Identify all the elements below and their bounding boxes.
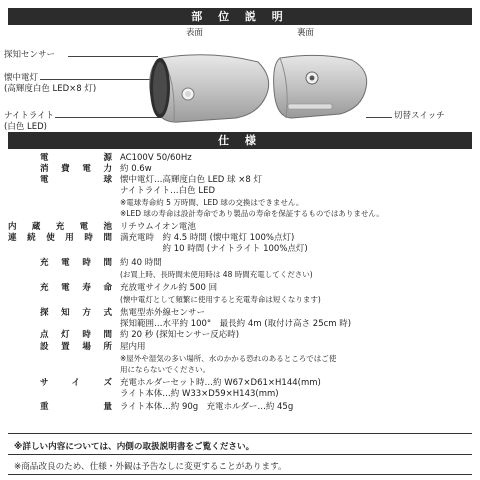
spec-key: 設置場所 — [40, 341, 112, 352]
spec-value-line: ライト本体…約 W33×D59×H143(mm) — [120, 388, 279, 399]
divider — [8, 474, 472, 475]
spec-value: 約 20 秒 (探知センサー反応時) — [120, 330, 240, 341]
spec-value-line: ナイトライト…白色 LED — [120, 186, 216, 197]
spec-value — [120, 378, 472, 400]
flashlight-label: 懐中電灯 — [4, 73, 39, 83]
spec-value-line: 懐中電灯…高輝度白色 LED 球 ×8 灯 — [120, 175, 262, 186]
spec-key: 重量 — [40, 401, 112, 412]
nightlight-label: ナイトライト — [4, 111, 55, 121]
spec-row-location — [8, 342, 472, 375]
spec-key: 探知方式 — [40, 308, 112, 319]
spec-value-line: 充放電サイクル約 500 回 — [120, 283, 218, 294]
spec-value — [120, 283, 472, 305]
sensor-label: 探知センサー — [4, 50, 56, 60]
change-footnote: ※商品改良のため、仕様・外観は予告なしに変更することがあります。 — [14, 462, 287, 472]
spec-note: ※電球寿命約 5 万時間、LED 球の交換はできません。 — [120, 198, 304, 208]
spec-value — [120, 308, 472, 330]
spec-note: (お買上時、長時間未使用時は 48 時間充電してください) — [120, 269, 313, 279]
spec-note: ※屋外や湿気の多い場所、水のかかる恐れのあるところではご使 — [120, 353, 337, 363]
parts-section-header: 部 位 説 明 — [8, 8, 472, 25]
back-view-label: 裏面 — [297, 28, 315, 38]
spec-key: 内蔵充電池 — [8, 221, 112, 232]
spec-value: リチウムイオン電池 — [120, 221, 196, 232]
spec-value — [120, 175, 472, 219]
flashlight-leader-line — [40, 79, 152, 80]
spec-value: ライト本体…約 90g 充電ホルダー…約 45g — [120, 401, 294, 412]
spec-key: 充電寿命 — [40, 283, 112, 294]
spec-row-light-time — [8, 330, 472, 341]
spec-value: 約 0.6w — [120, 164, 152, 175]
spec-row-charge-time — [8, 258, 472, 280]
spec-key: 充電時間 — [40, 257, 112, 268]
spec-value-line: 焦電型赤外線センサー — [120, 308, 206, 319]
spec-value-line: 約 10 時間 (ナイトライト 100%点灯) — [120, 243, 308, 254]
spec-value-line: 満充電時 約 4.5 時間 (懐中電灯 100%点灯) — [120, 232, 295, 243]
spec-row-consumption — [8, 164, 472, 175]
spec-key: 電源 — [40, 153, 112, 163]
spec-value-line: 屋内用 — [120, 341, 146, 352]
spec-section-header: 仕 様 — [8, 132, 472, 149]
light-back-illustration — [266, 48, 372, 124]
spec-note: ※LED 球の寿命は設計寿命であり製品の寿命を保証するものではありません。 — [120, 209, 384, 219]
spec-row-charge-life — [8, 283, 472, 305]
spec-row-battery — [8, 222, 472, 233]
spec-value: AC100V 50/60Hz — [120, 153, 192, 163]
light-front-illustration — [140, 44, 276, 128]
flashlight-detail-label: (高輝度白色 LED×8 灯) — [4, 84, 97, 94]
spec-row-usage-time — [8, 233, 472, 255]
spec-row-power — [8, 153, 472, 164]
spec-note: (懐中電灯として頻繁に使用すると充電寿命は短くなります) — [120, 295, 321, 305]
spec-value — [120, 342, 472, 375]
spec-table — [8, 153, 472, 413]
spec-key: サイズ — [40, 377, 112, 388]
manual-footnote: ※詳しい内容については、内側の取扱説明書をご覧ください。 — [14, 442, 255, 452]
nightlight-detail-label: (白色 LED) — [4, 122, 47, 132]
spec-row-size — [8, 378, 472, 400]
divider — [8, 454, 472, 455]
front-view-label: 表面 — [186, 28, 204, 38]
spec-value-line: 約 40 時間 — [120, 257, 162, 268]
divider — [8, 433, 472, 434]
spec-row-detection — [8, 308, 472, 330]
switch-label: 切替スイッチ — [394, 111, 445, 121]
spec-row-bulb — [8, 175, 472, 219]
spec-value-line: 充電ホルダーセット時…約 W67×D61×H144(mm) — [120, 377, 321, 388]
spec-value-line: 探知範囲…水平約 100° 最長約 4m (取付け高さ 25cm 時) — [120, 319, 352, 330]
spec-value — [120, 258, 472, 280]
spec-key: 点灯時間 — [40, 330, 112, 341]
spec-row-weight — [8, 402, 472, 413]
spec-note: 用にならないでください。 — [120, 364, 210, 374]
spec-key: 消費電力 — [40, 164, 112, 175]
spec-key: 電球 — [40, 175, 112, 186]
spec-key: 連続使用時間 — [8, 232, 112, 243]
spec-value — [120, 233, 472, 255]
